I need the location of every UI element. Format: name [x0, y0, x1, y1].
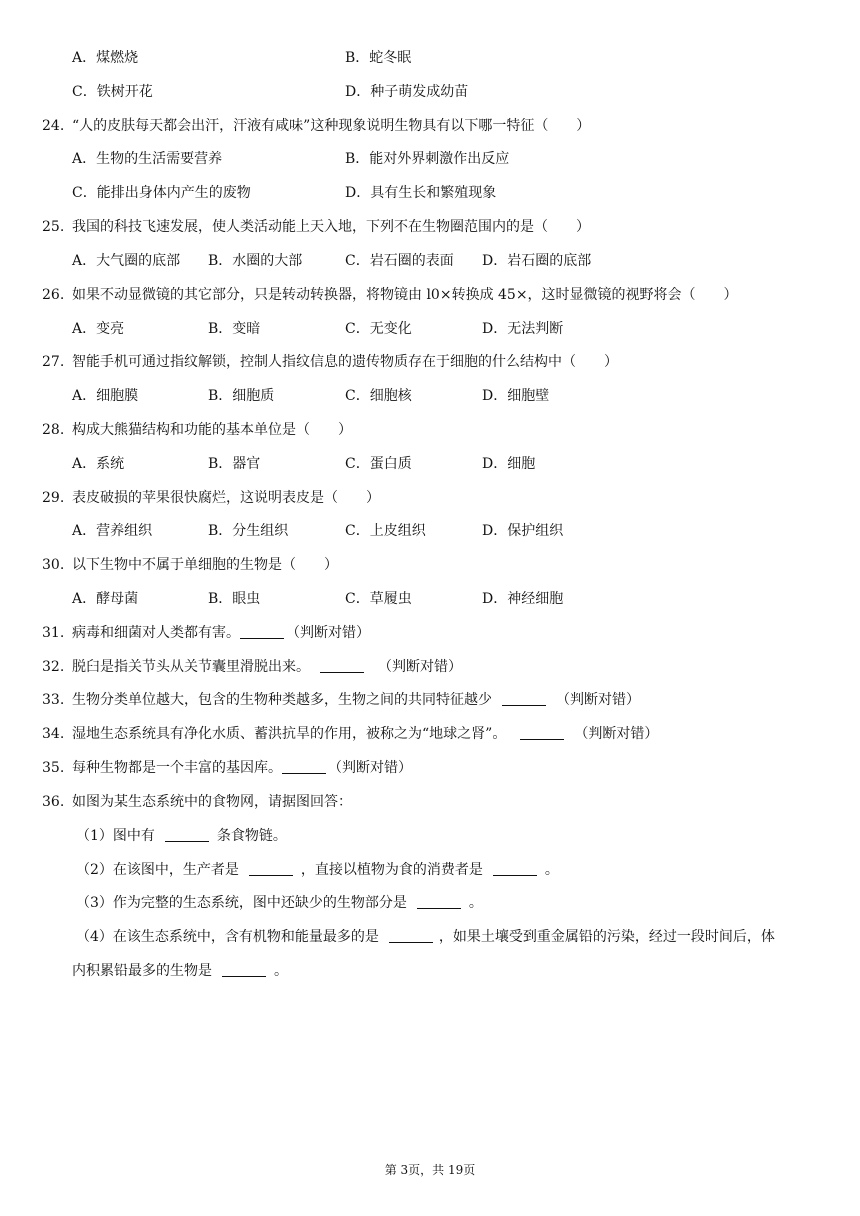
- option-b: B．分生组织: [208, 523, 289, 539]
- option-b: B．水圈的大部: [208, 253, 303, 269]
- judge-question: 每种生物都是一个丰富的基因库。 （判断对错）: [72, 760, 412, 776]
- option-a: A．营养组织: [72, 523, 153, 539]
- judge-question: 病毒和细菌对人类都有害。 （判断对错）: [72, 625, 370, 641]
- question-number: 26.: [42, 287, 65, 303]
- option-b: B．眼虫: [208, 591, 261, 607]
- q23-option-b: B．蛇冬眠: [345, 50, 412, 66]
- question-text: 表皮破损的苹果很快腐烂，这说明表皮是（ ）: [72, 490, 380, 506]
- sub-question-4-continued: 内积累铅最多的生物是 。: [72, 963, 288, 979]
- sub-question-3: （3）作为完整的生态系统，图中还缺少的生物部分是 。: [76, 895, 483, 911]
- question-text: 以下生物中不属于单细胞的生物是（ ）: [72, 557, 338, 573]
- option-d: D．细胞壁: [482, 388, 550, 404]
- option-c: C．蛋白质: [345, 456, 412, 472]
- question-text: 构成大熊猫结构和功能的基本单位是（ ）: [72, 422, 352, 438]
- page-footer: 第 3页，共 19页: [384, 1163, 476, 1177]
- answer-blank[interactable]: [502, 691, 546, 706]
- answer-blank[interactable]: [493, 861, 537, 876]
- question-text: 我国的科技飞速发展，使人类活动能上天入地，下列不在生物圈范围内的是（ ）: [72, 219, 590, 235]
- answer-blank[interactable]: [282, 759, 326, 774]
- question-number: 32.: [42, 659, 65, 675]
- question-number: 25.: [42, 219, 65, 235]
- question-number: 35.: [42, 760, 65, 776]
- option-c: C．无变化: [345, 321, 412, 337]
- question-number: 33.: [42, 692, 65, 708]
- question-number: 24.: [42, 118, 65, 134]
- answer-blank[interactable]: [165, 827, 209, 842]
- q23-option-c: C．铁树开花: [72, 84, 153, 100]
- question-text: “人的皮肤每天都会出汗，汗液有咸味”这种现象说明生物具有以下哪一特征（ ）: [72, 118, 591, 134]
- question-number: 28.: [42, 422, 65, 438]
- option-c: C．细胞核: [345, 388, 412, 404]
- question-text: 如果不动显微镜的其它部分，只是转动转换器，将物镜由 l0×转换成 45×，这时显微镜的视野将会（ ）: [72, 287, 738, 303]
- q23-option-a: A．煤燃烧: [72, 50, 139, 66]
- option-b: B．变暗: [208, 321, 261, 337]
- option-d: D．岩石圈的底部: [482, 253, 592, 269]
- option-a: A．变亮: [72, 321, 125, 337]
- option-b: B．器官: [208, 456, 261, 472]
- answer-blank[interactable]: [520, 725, 564, 740]
- judge-question: 脱臼是指关节头从关节囊里滑脱出来。 （判断对错）: [72, 659, 462, 675]
- judge-question: 湿地生态系统具有净化水质、蓄洪抗旱的作用，被称之为“地球之肾”。 （判断对错）: [72, 726, 659, 742]
- option-b: B．能对外界刺激作出反应: [345, 151, 510, 167]
- question-text: 智能手机可通过指纹解锁，控制人指纹信息的遗传物质存在于细胞的什么结构中（ ）: [72, 354, 618, 370]
- answer-blank[interactable]: [417, 894, 461, 909]
- question-number: 31.: [42, 625, 65, 641]
- question-number: 34.: [42, 726, 65, 742]
- option-a: A．酵母菌: [72, 591, 139, 607]
- option-a: A．系统: [72, 456, 125, 472]
- sub-question-4: （4）在该生态系统中，含有机物和能量最多的是 ，如果土壤受到重金属铅的污染，经过一段时间后，体: [76, 929, 775, 945]
- question-text: 如图为某生态系统中的食物网，请据图回答：: [72, 794, 352, 810]
- option-c: C．能排出身体内产生的废物: [72, 185, 251, 201]
- answer-blank[interactable]: [222, 962, 266, 977]
- sub-question-1: （1）图中有 条食物链。: [76, 828, 287, 844]
- q23-option-d: D．种子萌发成幼苗: [345, 84, 469, 100]
- judge-question: 生物分类单位越大，包含的生物种类越多，生物之间的共同特征越少 （判断对错）: [72, 692, 640, 708]
- option-d: D．无法判断: [482, 321, 564, 337]
- option-d: D．细胞: [482, 456, 536, 472]
- option-a: A．细胞膜: [72, 388, 139, 404]
- option-d: D．具有生长和繁殖现象: [345, 185, 497, 201]
- option-a: A．生物的生活需要营养: [72, 151, 223, 167]
- sub-question-2: （2）在该图中，生产者是 ，直接以植物为食的消费者是 。: [76, 862, 559, 878]
- question-number: 29.: [42, 490, 65, 506]
- option-b: B．细胞质: [208, 388, 275, 404]
- answer-blank[interactable]: [240, 624, 284, 639]
- question-number: 36.: [42, 794, 65, 810]
- option-d: D．保护组织: [482, 523, 564, 539]
- option-c: C．上皮组织: [345, 523, 426, 539]
- answer-blank[interactable]: [320, 658, 364, 673]
- option-d: D．神经细胞: [482, 591, 564, 607]
- question-number: 27.: [42, 354, 65, 370]
- option-c: C．草履虫: [345, 591, 412, 607]
- answer-blank[interactable]: [389, 928, 433, 943]
- option-a: A．大气圈的底部: [72, 253, 181, 269]
- answer-blank[interactable]: [249, 861, 293, 876]
- question-number: 30.: [42, 557, 65, 573]
- option-c: C．岩石圈的表面: [345, 253, 454, 269]
